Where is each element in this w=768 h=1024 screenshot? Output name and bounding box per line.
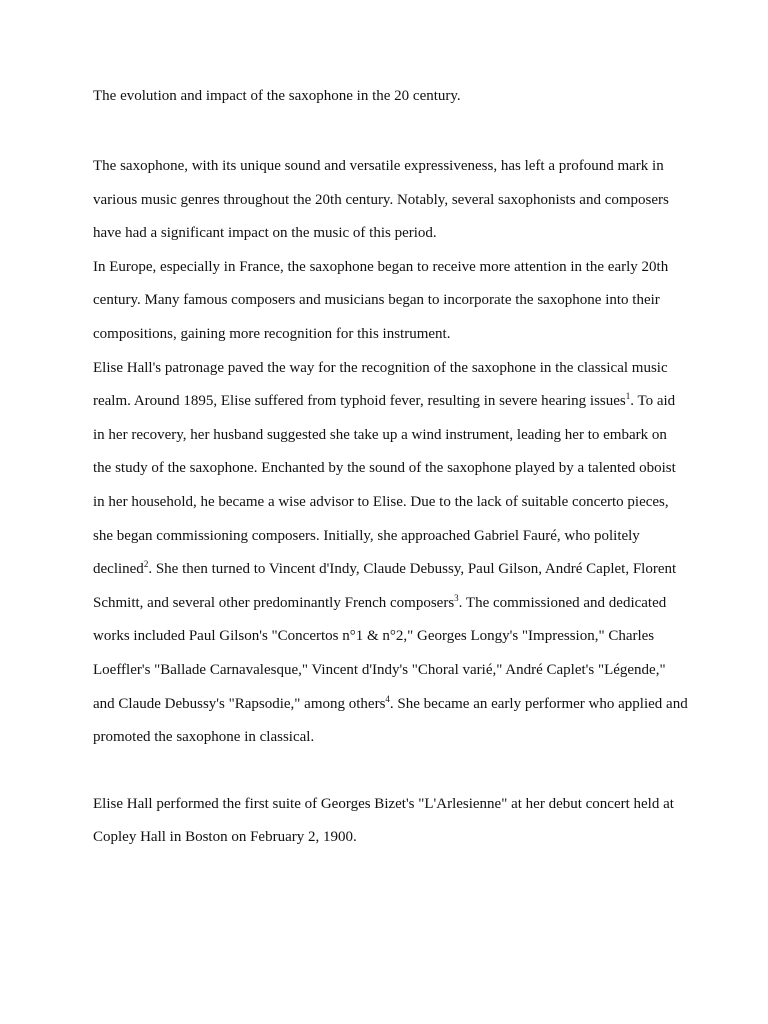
spacer bbox=[93, 755, 688, 788]
paragraph-debut-concert: Elise Hall performed the first suite of Georges Bizet's "L'Arlesienne" at her debut concert held at Copley Hall in Boston on February 2, 1900. bbox=[93, 795, 674, 846]
footnote-ref-1[interactable]: 1 bbox=[625, 391, 631, 402]
paragraph-text: . She then turned to Vincent d'Indy, Claude Debussy, Paul Gilson, André Caplet, Florent Schmitt, and several other predominantly French composers bbox=[93, 561, 677, 611]
spacer bbox=[93, 109, 688, 150]
paragraph-intro: The saxophone, with its unique sound and versatile expressiveness, has left a profound mark in various music genres throughout the 20th century. Notably, several saxophonists and composers have had a significant impact on the music of this period. bbox=[93, 158, 669, 242]
footnote-ref-3[interactable]: 3 bbox=[454, 592, 459, 603]
paragraph-text: . To aid in her recovery, her husband suggested she take up a wind instrument, leading her to embark on the study of the saxophone. Enchanted by the sound of the saxophone played by a talented oboist in her household, he became a wise advisor to Elise. Due to the lack of suitable concerto pieces, she began commissioning composers. Initially, she approached Gabriel Fauré, who politely declined bbox=[93, 393, 676, 578]
footnote-ref-4[interactable]: 4 bbox=[385, 693, 390, 704]
paragraph-elise-hall bbox=[93, 352, 688, 755]
paragraph-text: Elise Hall's patronage paved the way for the recognition of the saxophone in the classical music realm. Around 1895, Elise suffered from typhoid fever, resulting in severe hearing issues bbox=[93, 359, 668, 410]
footnote-ref-2[interactable]: 2 bbox=[143, 559, 149, 570]
paragraph-text: . She became an early performer who applied and promoted the saxophone in classical. bbox=[93, 695, 688, 746]
paragraph-europe: In Europe, especially in France, the saxophone began to receive more attention in the early 20th century. Many famous composers and musicians began to incorporate the saxophone into their compositions, gaining more recognition for this instrument. bbox=[93, 258, 669, 342]
document-title: The evolution and impact of the saxophone in the 20 century. bbox=[93, 88, 461, 104]
paragraph-text: . The commissioned and dedicated works included Paul Gilson's "Concertos n°1 & n°2," Georges Longy's "Impression," Charles Loeffler's "Ballade Carnavalesque," Vincent d'Indy's "Choral varié," André Caplet's "Légende," and Claude Debussy's "Rapsodie," among others bbox=[93, 594, 667, 712]
